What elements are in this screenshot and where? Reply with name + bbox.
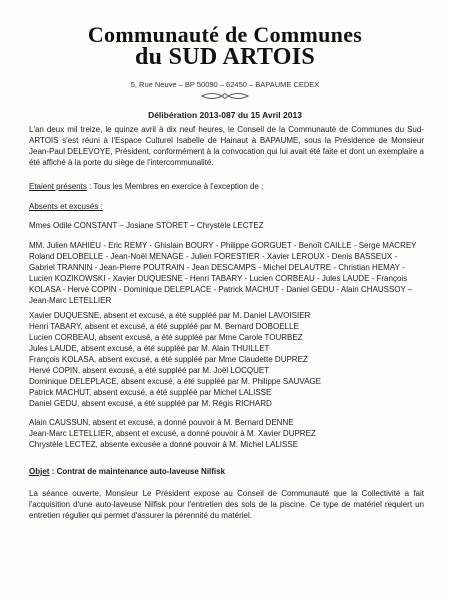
deliberation-title: Délibération 2013-087 du 15 Avril 2013	[148, 110, 302, 120]
organization-name-line2: du SUD ARTOIS	[134, 44, 316, 70]
substitutes-list	[29, 310, 424, 409]
presents-line	[29, 181, 424, 192]
ornament-icon	[200, 90, 250, 102]
substitute-line: Dominique DELEPLACE, absent excusé, a été suppléé par M. Philippe SAUVAGE	[29, 377, 322, 386]
organization-name-line1: Communauté de Communes	[87, 22, 363, 47]
absents-line: Lucien KOZIKOWSKI - Xavier DUQUESNE - Henri TABARY - Lucien CORBEAU - Jules LAUDE - François	[29, 274, 408, 283]
substitute-line: François KOLASA, absent excusé, a été suppléé par Mme Claudette DUPREZ	[29, 355, 308, 364]
proxy-power-line: Chrystèle LECTEZ, absente excusée a donné pouvoir à M. Michel LALISSE	[29, 440, 299, 449]
conclusion-paragraph: La séance ouverte, Monsieur Le Président expose au Conseil de Communauté que la Collectivité a fait l'acquisition d'une auto-laveuse Nilfisk pour l'entretien des sols de la piscine. Ce type de matériel requiert un entretien régulier qui permet d'assurer la pérennité du matériel.	[29, 489, 424, 520]
absents-line: Gabriel TRANNIN - Jean-Pierre POUTRAIN - Jean DESCAMPS - Michel DELAUTRE - Christian HEMAY -	[29, 263, 405, 272]
absents-line: MM. Julien MAHIEU - Eric REMY - Ghislain BOURY - Philippe GORGUET - Benoît CAILLE - Serge MACREY	[29, 241, 417, 250]
absents-line: Jean-Marc LETELLIER	[29, 296, 112, 305]
substitute-line: Hervé COPIN, absent excusé, a été suppléé par M. Joël LOCQUET	[29, 366, 270, 375]
substitute-line: Xavier DUQUESNE, absent et excusé, a été suppléé par M. Daniel LAVOISIER	[29, 311, 311, 320]
absents-line: Roland DELOBELLE - Jean-Noël MENAGE - Julien FORESTIER - Xavier LEROUX - Denis BASSEUX -	[29, 252, 398, 261]
absents-heading: Absents et excusés :	[29, 202, 103, 211]
substitute-line: Henri TABARY, absent et excusé, a été suppléé par M. Bernard DOBOELLE	[29, 322, 299, 331]
proxy-powers-list	[29, 417, 424, 450]
substitute-line: Patrick MACHUT, absent excusé, a été suppléé par Michel LALISSE	[29, 388, 272, 397]
substitute-line: Daniel GEDU, absent excusé, a été suppléé par M. Régis RICHARD	[29, 399, 272, 408]
substitute-line: Lucien CORBEAU, absent excusé, a été suppléé par Mme Carole TOURBEZ	[29, 333, 303, 342]
absents-group-2	[29, 240, 424, 306]
intro-paragraph: L'an deux mil treize, le quinze avril à dix neuf heures, le Conseil de la Communauté de Communes du Sud-ARTOIS s'est réuni à l'Espace Culturel Isabelle de Hainaut à BAPAUME, sous la Présidence de Monsieur Jean-Paul DELEVOYE, Président, conformément à la convocation qui lui avait été faite et dont un exemplaire a été affiché à la porte du siège de l'intercommunalité.	[29, 125, 424, 167]
object-label: Objet	[29, 467, 50, 476]
proxy-power-line: Alain CAUSSUN, absent et excusé, a donné pouvoir à M. Bernard DENNE	[29, 418, 294, 427]
proxy-power-line: Jean-Marc LETELLIER, absent et excusé, a donné pouvoir à M. Xavier DUPREZ	[29, 429, 316, 438]
presents-text: : Tous les Membres en exercice à l'exception de :	[86, 182, 264, 191]
absents-line: KOLASA - Hervé COPIN - Dominique DELEPLACE - Patrick MACHUT - Daniel GEDU - Alain CHAUSSOY –	[29, 285, 413, 294]
substitute-line: Jules LAUDE, absent excusé, a été suppléé par M. Alain THUILLET	[29, 344, 270, 353]
absents-group-1: Mmes Odile CONSTANT – Josiane STORET – Chrystèle LECTEZ	[29, 221, 264, 230]
presents-label: Etaient présents	[29, 182, 87, 191]
object-text: : Contrat de maintenance auto-laveuse Nilfisk	[49, 467, 226, 476]
object-line	[29, 466, 424, 477]
organization-address: 5, Rue Neuve – BP 50090 – 62450 – BAPAUME CEDEX	[130, 80, 320, 89]
